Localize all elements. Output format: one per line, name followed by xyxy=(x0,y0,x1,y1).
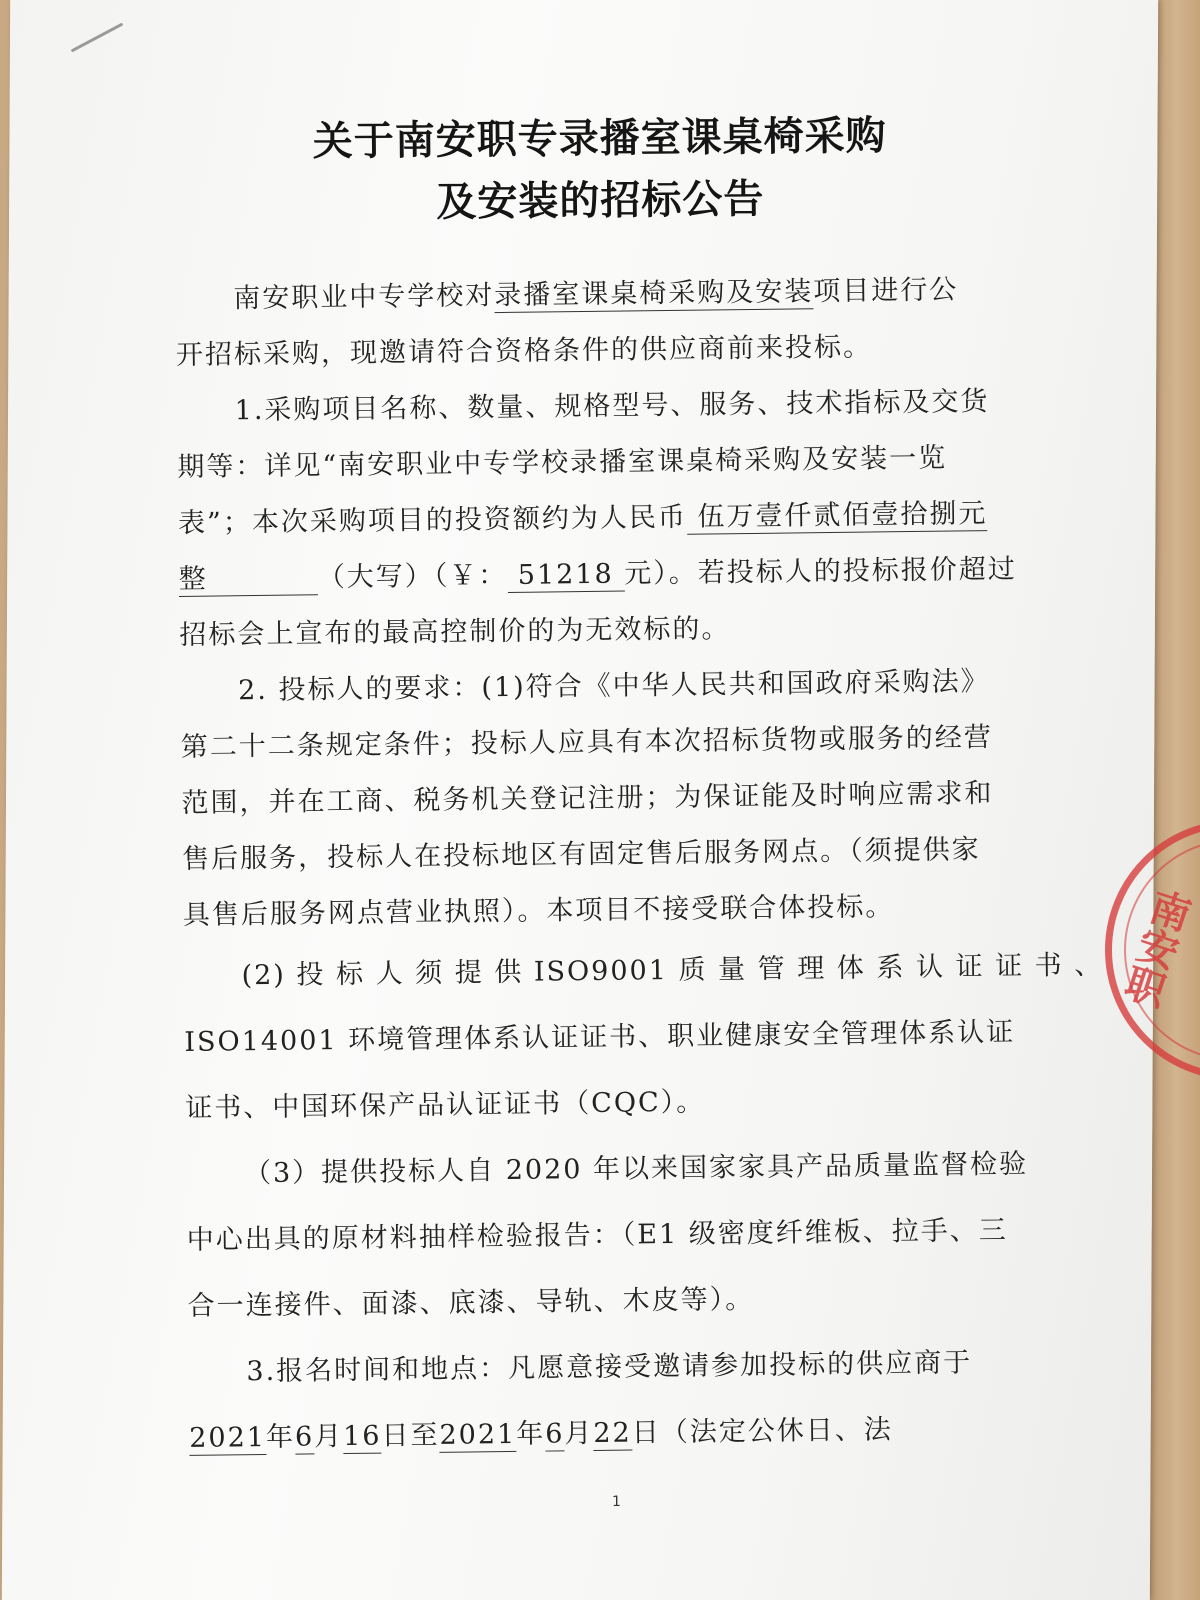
item1-line-1: 1.采购项目名称、数量、规格型号、服务、技术指标及交货 xyxy=(234,386,990,427)
document-title xyxy=(199,104,1000,236)
unit-year: 年 xyxy=(265,1421,296,1453)
item2-2-line-2: ISO14001 环境管理体系认证证书、职业健康安全管理体系认证 xyxy=(184,1016,1016,1058)
paper-scratch-mark xyxy=(71,23,124,53)
seal-text: 南安职 xyxy=(1114,882,1197,1012)
end-month: 6 xyxy=(545,1418,565,1450)
item1-text: 表”；本次采购项目的投资额约为人民币 xyxy=(177,501,688,539)
item2-line-5: 具售后服务网点营业执照）。本项目不接受联合体投标。 xyxy=(182,891,895,931)
item1-line-2: 期等：详见“南安职业中专学校录播室课桌椅采购及安装一览 xyxy=(177,442,948,483)
intro-line-1 xyxy=(175,261,1056,328)
unit-year-2: 年 xyxy=(516,1418,546,1450)
start-year: 2021 xyxy=(189,1421,267,1454)
item3-line-1: 3.报名时间和地点：凡愿意接受邀请参加投标的供应商于 xyxy=(246,1347,973,1388)
item1-line-5: 招标会上宣布的最高控制价的为无效标的。 xyxy=(179,613,731,651)
start-month: 6 xyxy=(294,1421,315,1453)
amount-in-words-part-1: 伍万壹仟贰佰壹拾捌元 xyxy=(686,498,988,533)
intro-line-2: 开招标采购，现邀请符合资格条件的供应商前来投标。 xyxy=(175,331,873,371)
item2-3-line-3: 合一连接件、面漆、底漆、导轨、木皮等）。 xyxy=(187,1284,755,1322)
unit-month: 月 xyxy=(313,1421,344,1453)
item1-text-tail: 元）。若投标人的投标报价超过 xyxy=(624,553,1017,590)
project-name-underlined: 录播室课桌椅采购及安装 xyxy=(494,276,814,312)
unit-month-2: 月 xyxy=(564,1417,594,1450)
amount-in-words-part-2 xyxy=(179,562,318,597)
item3-line-2 xyxy=(189,1395,1070,1472)
document-body xyxy=(175,261,1104,1472)
title-line-1: 关于南安职专录播室课桌椅采购 xyxy=(312,111,887,166)
start-day: 16 xyxy=(342,1420,382,1453)
item2-2-line-3: 证书、中国环保产品认证证书（CQC）。 xyxy=(185,1086,706,1124)
end-year: 2021 xyxy=(439,1418,517,1451)
item2-3-line-1: （3）提供投标人自 2020 年以来国家家具产品质量监督检验 xyxy=(243,1148,1029,1190)
item2-3-line-2: 中心出具的原材料抽样检验报告：（E1 级密度纤维板、拉手、三 xyxy=(186,1214,1008,1256)
title-line-2: 及安装的招标公告 xyxy=(436,175,765,226)
item2-line-2: 第二十二条规定条件；投标人应具有本次招标货物或服务的经营 xyxy=(180,722,993,763)
amount-number: 51218 xyxy=(507,558,625,591)
item2-line-3: 范围，并在工商、税务机关登记注册；为保证能及时响应需求和 xyxy=(181,778,994,819)
item1-text-capital: （大写）（￥： xyxy=(317,559,508,594)
page-number: 1 xyxy=(612,1494,621,1510)
end-day: 22 xyxy=(593,1417,632,1449)
unit-day: 日 xyxy=(631,1417,661,1449)
item3-tail: （法定公休日、法 xyxy=(660,1414,893,1449)
unit-day-to: 日至 xyxy=(381,1419,440,1452)
intro-text-tail: 项目进行公 xyxy=(813,274,959,308)
intro-text: 南安职业中专学校对 xyxy=(233,280,495,315)
item2-line-1: 2. 投标人的要求：(1)符合《中华人民共和国政府采购法》 xyxy=(237,666,990,707)
amount-words-end: 整 xyxy=(178,563,208,595)
item2-2-line-1: (2) 投 标 人 须 提 供 ISO9001 质 量 管 理 体 系 认 证 证 书 、 xyxy=(241,949,1104,992)
item1-line-4 xyxy=(178,541,1059,608)
item2-line-4: 售后服务，投标人在投标地区有固定售后服务网点。（须提供家 xyxy=(181,834,981,875)
